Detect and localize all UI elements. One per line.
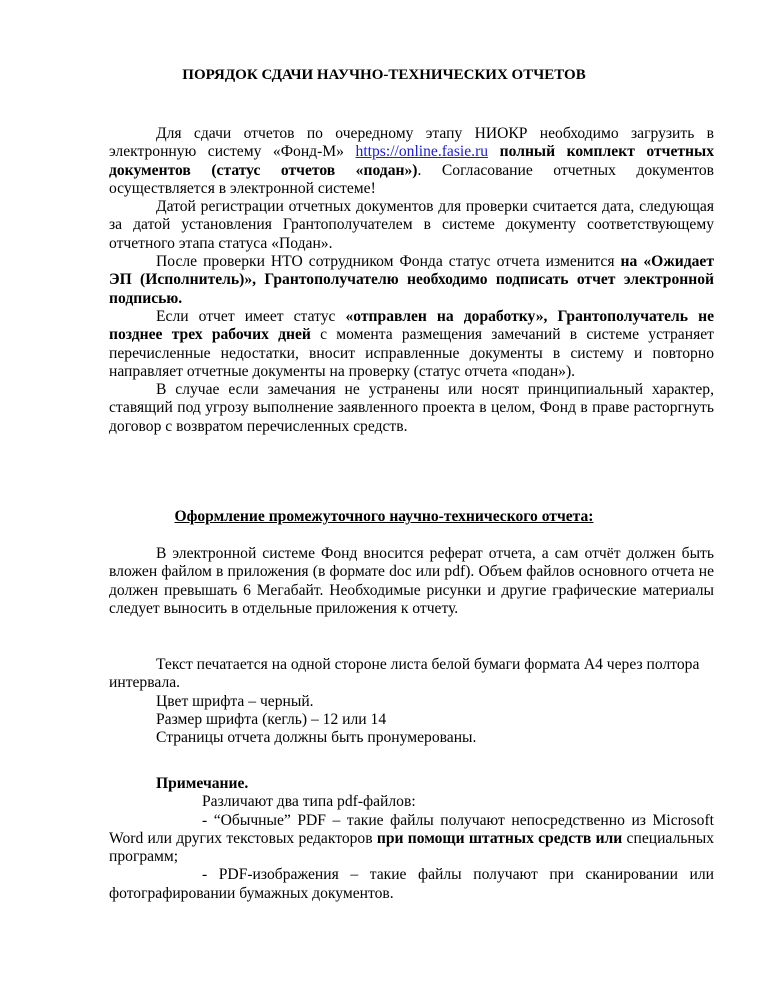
- section-note: [109, 775, 714, 903]
- section-typography: [109, 656, 714, 747]
- line-page-numbers: Страницы отчета должны быть пронумерованы.: [156, 729, 477, 747]
- section-submission: [109, 125, 714, 436]
- paragraph-registration-date: Датой регистрации отчетных документов для проверки считается дата, следующая за датой установления Грантополучателем в системе документу соответствующему отчетного этапа статуса «Подан».: [109, 198, 714, 252]
- paragraph-revision: Если отчет имеет статус «отправлен на доработку», Грантополучатель не позднее трех рабочих дней с момента размещения замечаний в системе устраняет перечисленные недостатки, вносит исправленные документы в систему и повторно направляет отчетные документы на проверку (статус отчета «подан»).: [109, 307, 714, 380]
- note-item-regular-pdf: - “Обычные” PDF – такие файлы получают непосредственно из Microsoft Word или других текстовых редакторов при помощи штатных средств или специальных программ;: [109, 811, 714, 866]
- document-title: ПОРЯДОК СДАЧИ НАУЧНО-ТЕХНИЧЕСКИХ ОТЧЕТОВ: [182, 67, 586, 83]
- paragraph-paper: Текст печатается на одной стороне листа белой бумаги формата А4 через полтора интервала.: [109, 656, 700, 692]
- note-heading: Примечание.: [156, 775, 249, 792]
- paragraph-upload: Для сдачи отчетов по очередному этапу НИОКР необходимо загрузить в электронную систему «Фонд-М» https://online.fasie.ru полный комплект отчетных документов (статус отчетов «подан»). Согласование отчетных документов осуществляется в электронной системе!: [109, 125, 714, 197]
- paragraph-signature: После проверки НТО сотрудником Фонда статус отчета изменится на «Ожидает ЭП (Исполнитель)», Грантополучателю необходимо подписать отчет электронной подписью.: [109, 253, 714, 307]
- paragraph-abstract: В электронной системе Фонд вносится реферат отчета, а сам отчёт должен быть вложен файлом в приложения (в формате doc или pdf). Объем файлов основного отчета не должен превышать 6 Мегабайт. Необходимые рисунки и другие графические материалы следует выносить в отдельные приложения к отчету.: [109, 545, 714, 617]
- section-heading-report-format: Оформление промежуточного научно-технического отчета:: [174, 508, 594, 525]
- line-font-color: Цвет шрифта – черный.: [156, 692, 314, 710]
- fasie-link[interactable]: https://online.fasie.ru: [355, 143, 489, 161]
- paragraph-termination: В случае если замечания не устранены или носят принципиальный характер, ставящий под угрозу выполнение заявленного проекта в целом, Фонд в праве расторгнуть договор с возвратом перечисленных средств.: [109, 381, 714, 435]
- note-item-image-pdf: - PDF-изображения – такие файлы получают при сканировании или фотографировании бумажных документов.: [109, 866, 714, 902]
- section-report-format: [109, 545, 714, 618]
- note-intro: Различают два типа pdf-файлов:: [202, 793, 416, 811]
- line-font-size: Размер шрифта (кегль) – 12 или 14: [156, 710, 387, 728]
